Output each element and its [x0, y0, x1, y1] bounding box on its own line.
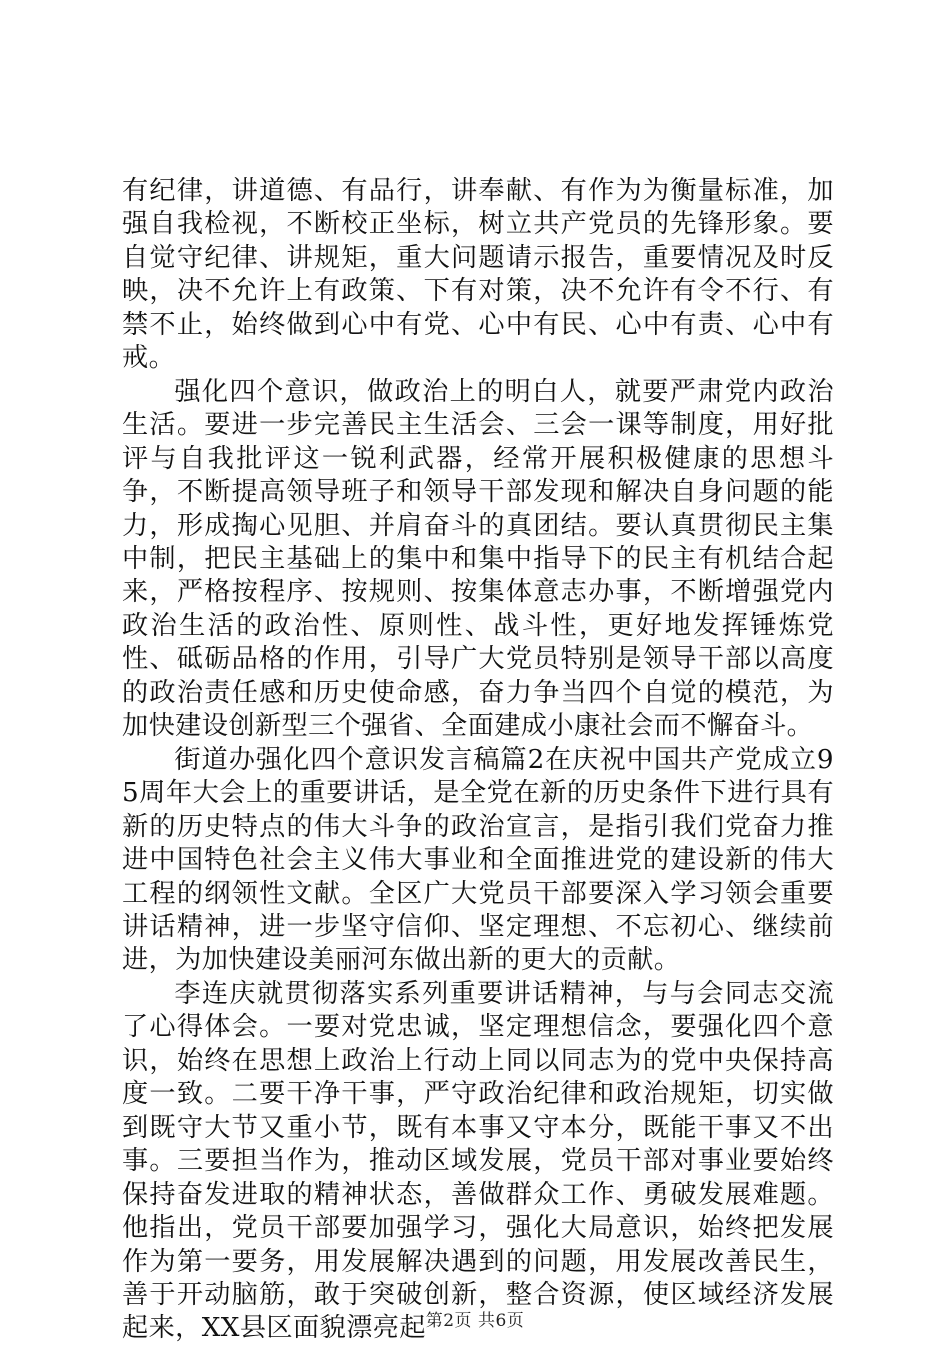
paragraph-3: 街道办强化四个意识发言稿篇2在庆祝中国共产党成立95周年大会上的重要讲话，是全党在新的历史条件下进行具有新的历史特点的伟大斗争的政治宣言，是指引我们党奋力推进中国特色社会主义伟大事业和全面推进党的建设新的伟大工程的纲领性文献。全区广大党员干部要深入学习领会重要讲话精神，进一步坚守信仰、坚定理想、不忘初心、继续前进，为加快建设美丽河东做出新的更大的贡献。 [122, 744, 834, 976]
paragraph-4: 李连庆就贯彻落实系列重要讲话精神，与与会同志交流了心得体会。一要对党忠诚，坚定理想信念，要强化四个意识，始终在思想上政治上行动上同以同志为的党中央保持高度一致。二要干净干事，严守政治纪律和政治规矩，切实做到既守大节又重小节，既有本事又守本分，既能干事又不出事。三要担当作为，推动区域发展，党员干部对事业要始终保持奋发进取的精神状态，善做群众工作、勇破发展难题。他指出，党员干部要加强学习，强化大局意识，始终把发展作为第一要务，用发展解决遇到的问题，用发展改善民生，善于开动脑筋，敢于突破创新，整合资源，使区域经济发展起来，XX县区面貌漂亮起 [122, 978, 834, 1344]
document-body [122, 175, 834, 1346]
paragraph-1: 有纪律，讲道德、有品行，讲奉献、有作为为衡量标准，加强自我检视，不断校正坐标，树立共产党员的先锋形象。要自觉守纪律、讲规矩，重大问题请示报告，重要情况及时反映，决不允许上有政策、下有对策，决不允许有令不行、有禁不止，始终做到心中有党、心中有民、心中有责、心中有戒。 [122, 176, 834, 374]
paragraph-2: 强化四个意识，做政治上的明白人，就要严肃党内政治生活。要进一步完善民主生活会、三会一课等制度，用好批评与自我批评这一锐利武器，经常开展积极健康的思想斗争，不断提高领导班子和领导干部发现和解决自身问题的能力，形成掏心见胆、并肩奋斗的真团结。要认真贯彻民主集中制，把民主基础上的集中和集中指导下的民主有机结合起来，严格按程序、按规则、按集体意志办事，不断增强党内政治生活的政治性、原则性、战斗性，更好地发挥锤炼党性、砥砺品格的作用，引导广大党员特别是领导干部以高度的政治责任感和历史使命感，奋力争当四个自觉的模范，为加快建设创新型三个强省、全面建成小康社会而不懈奋斗。 [122, 376, 834, 742]
page-footer: 第2页 共6页 [425, 1311, 525, 1331]
